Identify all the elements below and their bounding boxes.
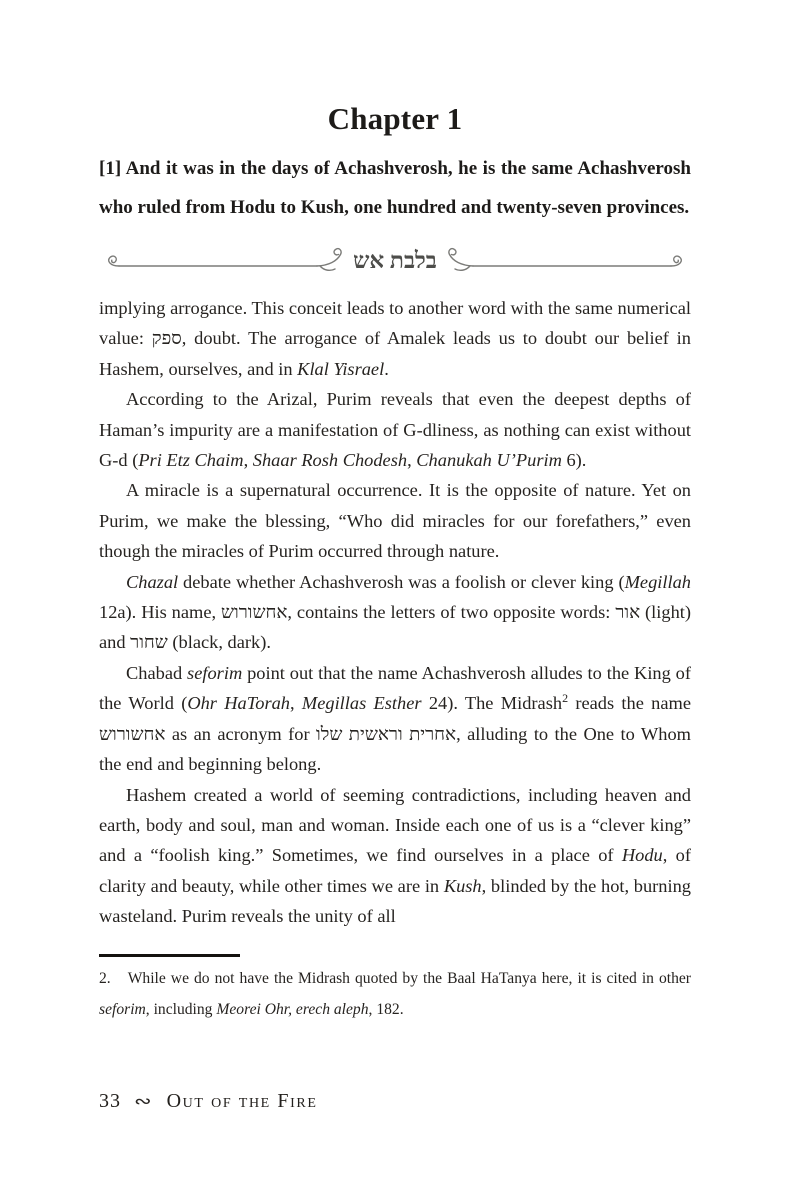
text-segment: Hodu <box>621 845 663 866</box>
text-segment: Pri Etz Chaim <box>138 450 244 471</box>
text-segment: Shaar Rosh Chodesh <box>252 450 408 471</box>
text-segment: reads the name <box>568 693 691 714</box>
text-segment: Megillas Esther <box>301 693 422 714</box>
text-segment: , <box>407 450 417 471</box>
text-segment: seforim <box>99 1000 146 1018</box>
text-segment: Chabad <box>126 662 188 683</box>
text-segment: Kush <box>443 875 482 896</box>
text-segment: Chanukah U’Purim <box>416 450 562 471</box>
body-paragraph <box>99 475 691 566</box>
text-segment: While we do not have the Midrash quoted by the Baal HaTanya here, it is cited in other <box>127 969 691 987</box>
text-segment: A miracle is a supernatural occurrence. It is the opposite of nature. Yet on Purim, we make the blessing, “Who did miracles for our forefathers,” even though the miracles of Purim occurred through nature. <box>99 480 691 562</box>
text-segment: , contains the letters of two opposite words: <box>287 602 616 623</box>
text-segment: Hashem created a world of seeming contradictions, including heaven and earth, body and soul, man and woman. Inside each one of us is a “clever king” and a “foolish king.” Sometimes, we find ourselves in a place of <box>99 784 691 866</box>
book-title: Out of the Fire <box>166 1089 318 1112</box>
divider-flourish-icon <box>99 239 691 279</box>
hebrew-text: אחשורוש <box>99 723 166 744</box>
page-content <box>99 0 691 1025</box>
body-paragraph <box>99 780 691 932</box>
text-segment: , doubt. The arrogance of Amalek leads us to doubt our belief in Hashem, ourselves, and in <box>99 328 691 379</box>
body-paragraph <box>99 293 691 384</box>
text-segment: Ohr HaTorah <box>187 693 290 714</box>
text-segment: point out that the name Achashverosh alludes to the King of the World ( <box>99 662 691 714</box>
text-segment: Chazal <box>126 571 179 592</box>
text-segment: , <box>290 693 302 714</box>
text-segment: According to the Arizal, Purim reveals that even the deepest depths of Haman’s impurity are a manifestation of G-dliness, as nothing can exist without G-d ( <box>99 389 691 471</box>
verse-text: [1] And it was in the days of Achashverosh, he is the same Achashverosh who ruled from Hodu to Kush, one hundred and twenty-seven provinces. <box>99 158 691 218</box>
text-segment: implying arrogance. This conceit leads to another word with the same numerical value: <box>99 298 691 349</box>
body-paragraph <box>99 658 691 780</box>
hebrew-text: אחרית וראשית שלו <box>316 723 457 744</box>
footnote-text <box>99 970 691 1018</box>
text-segment: , <box>243 450 253 471</box>
text-segment: , of clarity and beauty, while other times we are in <box>99 845 692 896</box>
hebrew-text: אחשורוש <box>221 602 288 623</box>
section-divider <box>99 239 691 279</box>
text-segment: as an acronym for <box>165 723 317 744</box>
text-segment: 24). The Midrash <box>421 693 563 714</box>
tilde-swash-icon: ∾ <box>134 1090 152 1112</box>
page-footer <box>99 1089 318 1113</box>
hebrew-text: ספק <box>151 328 182 349</box>
body-paragraph <box>99 567 691 658</box>
text-segment: Meorei Ohr, erech aleph <box>216 1000 369 1018</box>
footnote <box>99 963 691 1025</box>
text-segment: , 182. <box>368 1000 404 1018</box>
page-number: 33 <box>99 1089 121 1112</box>
text-segment: Klal Yisrael <box>297 358 385 379</box>
footnote-number: 2. <box>99 969 111 987</box>
chapter-title: Chapter 1 <box>327 101 463 136</box>
divider-hebrew-text: בלבת אש <box>353 248 437 273</box>
text-segment: (black, dark). <box>167 632 271 653</box>
text-segment: debate whether Achashverosh was a foolish or clever king ( <box>178 571 625 592</box>
text-segment: 6). <box>561 450 587 471</box>
text-segment: seforim <box>187 662 243 683</box>
hebrew-text: אור <box>615 602 641 623</box>
text-segment: . <box>384 358 389 379</box>
text-segment: (light) and <box>99 602 691 653</box>
footnote-paragraph <box>99 963 691 1025</box>
footnote-rule <box>99 954 240 957</box>
text-segment: , alluding to the One to Whom the end and beginning belong. <box>99 723 691 775</box>
body-paragraph <box>99 384 691 475</box>
text-segment: , including <box>145 1000 217 1018</box>
text-segment: Megillah <box>624 571 691 592</box>
text-segment: , blinded by the hot, burning wasteland. Purim reveals the unity of all <box>99 875 691 927</box>
text-segment: 2 <box>562 691 569 706</box>
text-segment: 12a). His name, <box>99 602 221 623</box>
hebrew-text: שחור <box>130 632 168 653</box>
body-text <box>99 293 691 932</box>
